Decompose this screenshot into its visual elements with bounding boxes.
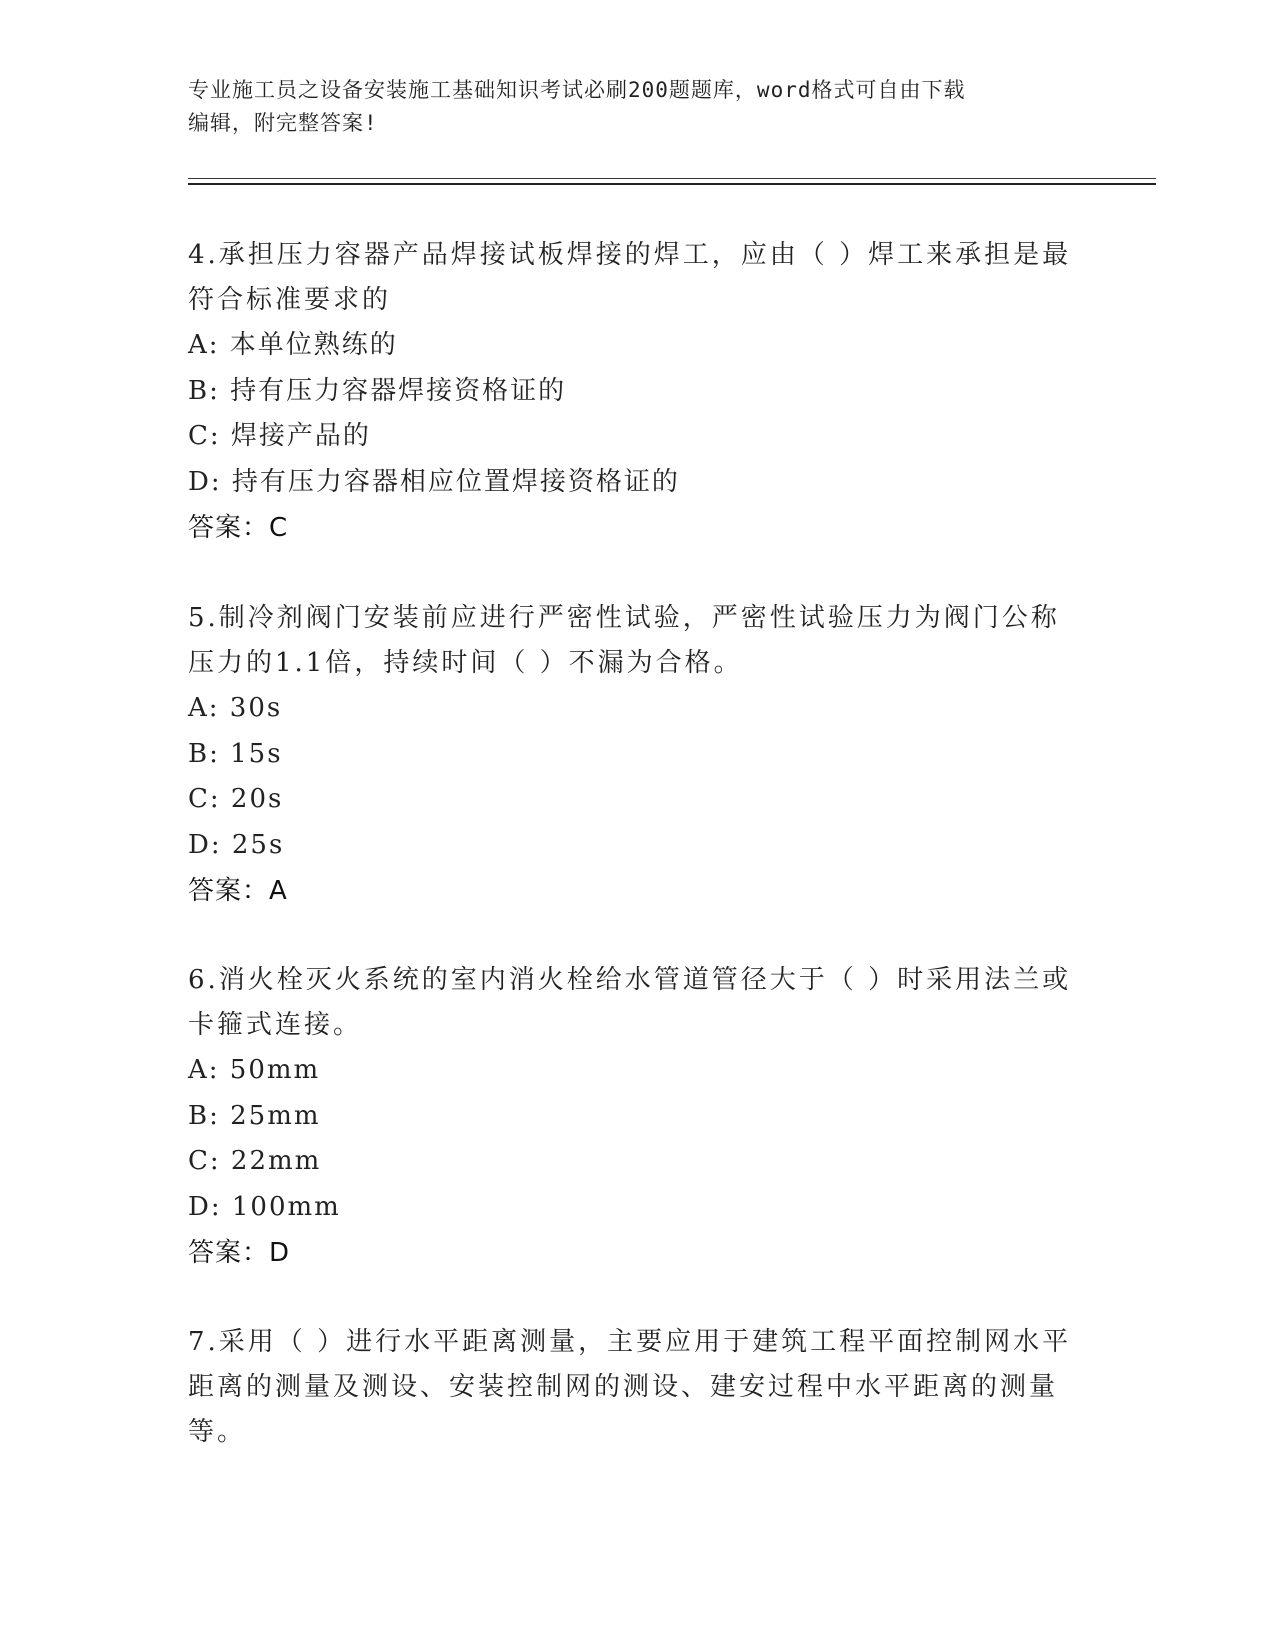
option-c: C: 20s [188, 784, 284, 814]
question-stem-line: 7.采用（ ）进行水平距离测量，主要应用于建筑工程平面控制网水平 [188, 1327, 1072, 1357]
option-b: B: 25mm [188, 1100, 321, 1131]
question-5 [188, 596, 1088, 914]
question-stem-line: 5.制冷剂阀门安装前应进行严密性试验，严密性试验压力为阀门公称 [188, 603, 1060, 633]
answer-label: 答案：A [188, 876, 288, 906]
question-stem-line: 4.承担压力容器产品焊接试板焊接的焊工，应由（ ）焊工来承担是最 [188, 240, 1072, 270]
question-stem-line: 符合标准要求的 [188, 285, 392, 315]
option-a: A: 30s [188, 693, 283, 723]
option-b: B: 持有压力容器焊接资格证的 [188, 375, 567, 406]
question-stem-line: 等。 [188, 1417, 247, 1447]
question-stem-line: 压力的1.1倍，持续时间（ ）不漏为合格。 [188, 648, 743, 678]
header-divider-thick [188, 183, 1156, 185]
option-d: D: 25s [188, 829, 285, 860]
question-stem-line: 卡箍式连接。 [188, 1010, 363, 1040]
option-a: A: 本单位熟练的 [188, 330, 398, 360]
header-line-2: 编辑，附完整答案! [188, 111, 378, 135]
question-stem-line: 距离的测量及测设、安装控制网的测设、建安过程中水平距离的测量 [188, 1372, 1059, 1402]
option-b: B: 15s [188, 738, 283, 769]
option-d: D: 持有压力容器相应位置焊接资格证的 [188, 466, 680, 497]
option-a: A: 50mm [188, 1055, 321, 1085]
question-7 [188, 1320, 1088, 1455]
answer-label: 答案：C [188, 513, 289, 543]
option-c: C: 22mm [188, 1146, 322, 1176]
option-c: C: 焊接产品的 [188, 421, 371, 451]
header-divider-thin [188, 178, 1156, 179]
answer-label: 答案：D [188, 1238, 291, 1268]
header-line-1: 专业施工员之设备安装施工基础知识考试必刷200题题库，word格式可自由下载 [188, 78, 966, 102]
question-6 [188, 958, 1088, 1276]
document-header [188, 74, 1088, 140]
question-4 [188, 233, 1088, 551]
question-stem-line: 6.消火栓灭火系统的室内消火栓给水管道管径大于（ ）时采用法兰或 [188, 965, 1072, 995]
option-d: D: 100mm [188, 1191, 341, 1222]
